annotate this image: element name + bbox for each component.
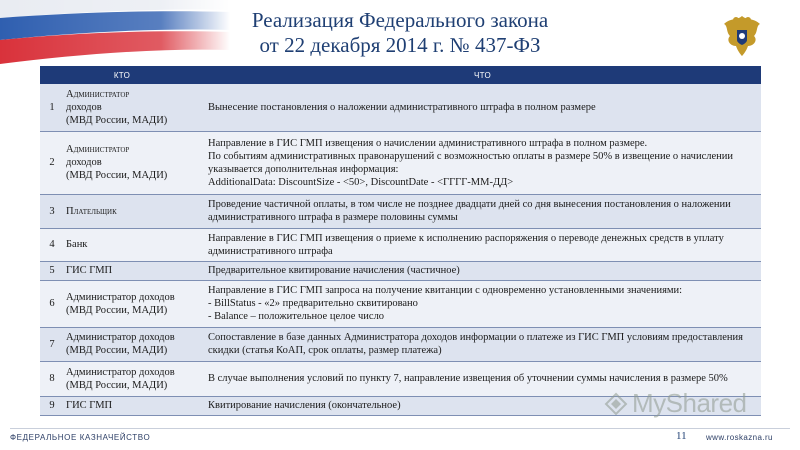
watermark-text: MyShared <box>632 388 747 418</box>
what-line: По событиям административных правонарушений с возможностью оплаты в размере 50% в извещение о начислении указывается дополнительная информация: <box>208 150 733 175</box>
row-what: Вынесение постановления о наложении административного штрафа в полном размере <box>204 84 761 131</box>
footer-organization: ФЕДЕРАЛЬНОЕ КАЗНАЧЕЙСТВО <box>10 433 151 442</box>
row-who <box>64 131 204 194</box>
row-number: 3 <box>40 194 64 228</box>
table-row <box>40 327 761 361</box>
row-number: 4 <box>40 228 64 261</box>
row-what: Направление в ГИС ГМП извещения о приеме к исполнению распоряжения о переводе денежных средств в уплату административного штрафа <box>204 228 761 261</box>
header-what: ЧТО <box>204 66 761 84</box>
who-line: (МВД России, МАДИ) <box>66 170 168 181</box>
who-line: (МВД России, МАДИ) <box>66 379 168 391</box>
row-number: 9 <box>40 396 64 415</box>
responsibility-table <box>40 66 761 416</box>
what-line: - BillStatus - «2» предварительно сквитировано <box>208 298 418 309</box>
table-row <box>40 261 761 280</box>
row-what <box>204 280 761 327</box>
row-who <box>64 280 204 327</box>
table-header-row <box>40 66 761 84</box>
double-headed-eagle-emblem-icon <box>716 10 768 62</box>
row-number: 2 <box>40 131 64 194</box>
row-who <box>64 84 204 131</box>
row-who: ГИС ГМП <box>64 261 204 280</box>
row-number: 5 <box>40 261 64 280</box>
who-line: Администратор <box>66 88 130 100</box>
row-number: 7 <box>40 327 64 361</box>
footer-divider <box>10 428 790 429</box>
row-who: Плательщик <box>64 194 204 228</box>
table-row <box>40 280 761 327</box>
table-row <box>40 194 761 228</box>
row-number: 8 <box>40 361 64 396</box>
who-line: Администратор доходов <box>66 332 175 343</box>
footer-website-link[interactable]: www.roskazna.ru <box>706 433 773 442</box>
who-line: Администратор доходов <box>66 291 175 303</box>
row-what: Сопоставление в базе данных Администратора доходов информации о платеже из ГИС ГМП условиям предоставления скидки (статья КоАП, срок оплаты, размер платежа) <box>204 327 761 361</box>
table-row <box>40 228 761 261</box>
who-line: доходов <box>66 157 102 168</box>
slide-title <box>180 8 620 58</box>
table-row <box>40 84 761 131</box>
who-line: Администратор доходов <box>66 366 175 378</box>
row-what: Проведение частичной оплаты, в том числе не позднее двадцати дней со дня вынесения постановления о наложении административного штрафа в размере половины суммы <box>204 194 761 228</box>
table-row <box>40 131 761 194</box>
row-number: 6 <box>40 280 64 327</box>
header-who: КТО <box>40 66 204 84</box>
row-what: В случае выполнения условий по пункту 7, направление извещения об уточнении суммы начисления в размере 50% <box>204 361 761 396</box>
myshared-watermark <box>604 388 747 419</box>
row-what: Предварительное квитирование начисления (частичное) <box>204 261 761 280</box>
row-who <box>64 361 204 396</box>
row-number: 1 <box>40 84 64 131</box>
what-line: AdditionalData: DiscountSize - <50>, DiscountDate - <ГГГГ-ММ-ДД> <box>208 176 514 188</box>
row-who: Банк <box>64 228 204 261</box>
who-line: (МВД России, МАДИ) <box>66 114 168 126</box>
who-line: (МВД России, МАДИ) <box>66 345 168 356</box>
who-line: доходов <box>66 101 102 113</box>
title-line-2: от 22 декабря 2014 г. № 437-ФЗ <box>259 33 541 57</box>
title-line-1: Реализация Федерального закона <box>251 8 549 32</box>
who-line: Администратор <box>66 144 130 155</box>
what-line: Направление в ГИС ГМП запроса на получение квитанции с одновременно установленными значениями: <box>208 285 683 296</box>
myshared-logo-icon <box>604 392 628 416</box>
who-line: (МВД России, МАДИ) <box>66 304 168 316</box>
what-line: - Balance – положительное целое число <box>208 311 385 322</box>
what-line: Направление в ГИС ГМП извещения о начислении административного штрафа в полном размере. <box>208 137 648 149</box>
row-what: Квитирование начисления (окончательное) <box>204 396 761 415</box>
row-who <box>64 327 204 361</box>
page-number: 11 <box>676 430 687 442</box>
row-who: ГИС ГМП <box>64 396 204 415</box>
row-what <box>204 131 761 194</box>
